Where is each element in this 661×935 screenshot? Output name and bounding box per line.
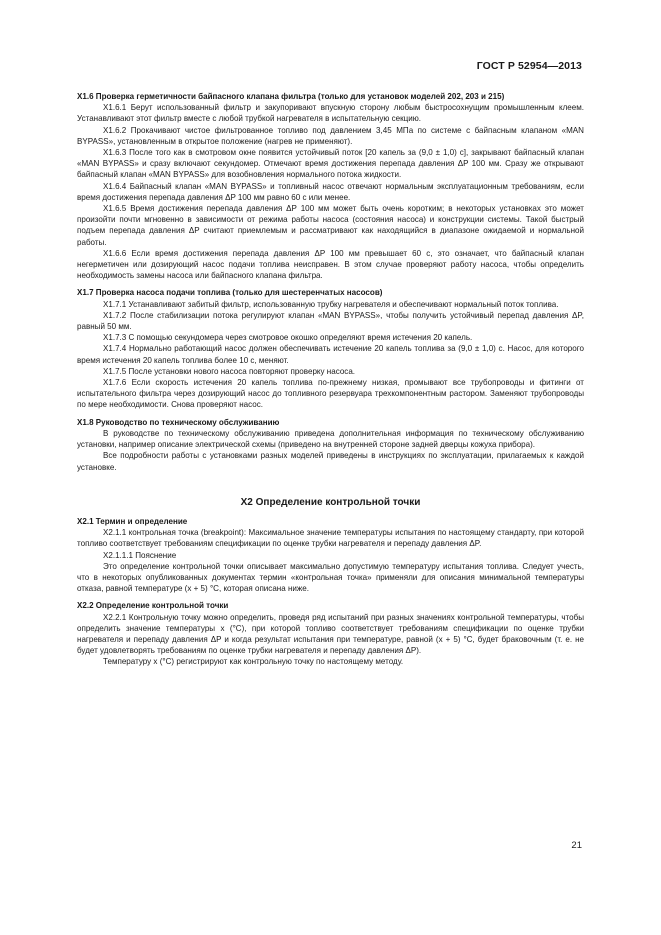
paragraph: X1.6.2 Прокачивают чистое фильтрованное топливо под давлением 3,45 МПа по системе с байпасным клапаном «MAN BYPASS», установленным в открытое положение (нагрев не применяют). <box>77 125 584 146</box>
spacer <box>77 508 584 516</box>
paragraph: X1.6.4 Байпасный клапан «MAN BYPASS» и топливный насос отвечают нормальным эксплуатационным требованиям, если время достижения перепада давления ΔP 100 мм равно 60 с или менее. <box>77 181 584 202</box>
document-header: ГОСТ Р 52954—2013 <box>476 60 582 72</box>
paragraph: X1.7.5 После установки нового насоса повторяют проверку насоса. <box>103 366 356 376</box>
paragraph: X1.7.6 Если скорость истечения 20 капель топлива по-прежнему низкая, промывают все трубопроводы и фитинги от испытательного фильтра через дозирующий насос до топливного резервуара трехкомпонентным растором. Заменяют трубопроводы по мере необходимости. Снова проверяют насос. <box>77 378 584 410</box>
paragraph: X2.2.1 Контрольную точку можно определить, проведя ряд испытаний при разных значениях контрольной температуры, чтобы определить значение температуры x (°C), при которой топливо соответствует требованиям спецификации по оценке трубки нагревателя и перепаду давления ΔP и когда результат испытания при температуре, равной (x + 5) °C, будет браковочным (т. е. не будет удовлетворять требованиям по оценке трубки нагревателя и перепаду давления ΔP). <box>77 612 584 656</box>
paragraph: X1.7.2 После стабилизации потока регулируют клапан «MAN BYPASS», чтобы получить устойчивый перепад давления ΔP, равный 50 мм. <box>77 310 584 332</box>
paragraph: В руководстве по техническому обслуживанию приведена дополнительная информация по техническому обслуживанию установки, например описание электрической схемы (приведено на внутренней стороне задней дверцы кожуха прибора). <box>77 428 584 450</box>
paragraph: X1.6.3 После того как в смотровом окне появится устойчивый поток [20 капель за (9,0 ± 1,0) с], закрывают байпасный клапан «MAN BYPASS» и сразу включают секундомер. Отмечают время достижения перепада давления ΔP 100 мм. Сразу же открывают байпасный клапан «MAN BYPASS» для возобновления нормального потока жидкости. <box>77 148 584 180</box>
subsection-heading: X2.2 Определение контрольной точки <box>77 601 229 611</box>
subsection-heading: X1.8 Руководство по техническому обслуживанию <box>77 417 280 427</box>
paragraph: Это определение контрольной точки описывает максимально допустимую температуру испытания топлива. Следует учесть, что в некоторых опубликованных документах термин «контрольная точка» применяли для описания минимальной температуры отказа, равной температуре (x + 5) °C, которая описана ниже. <box>77 561 584 594</box>
paragraph: X2.1.1.1 Пояснение <box>103 550 177 560</box>
section-heading: X2 Определение контрольной точки <box>240 496 421 508</box>
paragraph: X1.6.6 Если время достижения перепада давления ΔP 100 мм превышает 60 с, это означает, что байпасный клапан негерметичен или дозирующий насос подачи топлива неисправен. В этом случае проверяют работу насоса, чтобы определить необходимость замены насоса или байпасного клапана фильтра. <box>77 248 584 281</box>
paragraph: X2.1.1 контрольная точка (breakpoint): Максимальное значение температуры испытания по настоящему стандарту, при которой топливо соответствует требованиям спецификации по оценке трубки нагревателя и перепаду давления ΔP. <box>77 528 584 549</box>
subsection-heading: X2.1 Термин и определение <box>77 516 188 526</box>
paragraph: X1.7.3 С помощью секундомера через смотровое окошко определяют время истечения 20 капель. <box>103 333 473 343</box>
paragraph: Все подробности работы с установками разных моделей приведены в инструкциях по эксплуатации, прилагаемых к каждой установке. <box>77 451 584 472</box>
paragraph: X1.7.4 Нормально работающий насос должен обеспечивать истечение 20 капель топлива за (9,0 ± 1,0) с. Насос, для которого время истечения 20 капель топлива более 10 с, меняют. <box>77 344 584 365</box>
document-body <box>77 91 584 668</box>
subsection-heading: X1.7 Проверка насоса подачи топлива (только для шестеренчатых насосов) <box>77 288 383 298</box>
paragraph: X1.6.5 Время достижения перепада давления ΔP 100 мм может быть очень коротким; в некоторых установках это может произойти почти мгновенно в зависимости от режима работы насоса (состояния насоса) и конструкции системы. Такой быстрый подъем перепада давления ΔP считают приемлемым и рассматривают как находящийся в диапазоне ожидаемой и нормальной работы. <box>77 204 584 247</box>
page-number: 21 <box>571 840 582 851</box>
paragraph: X1.6.1 Берут использованный фильтр и закупоривают впускную сторону любым быстросохнущим промышленным клеем. Устанавливают этот фильтр вместе с любой трубкой нагревателя в испытательную секцию. <box>77 103 584 124</box>
paragraph: X1.7.1 Устанавливают забитый фильтр, использованную трубку нагревателя и обеспечивают нормальный поток топлива. <box>103 299 559 309</box>
paragraph: Температуру x (°C) регистрируют как контрольную точку по настоящему методу. <box>103 657 404 667</box>
spacer <box>77 473 584 497</box>
subsection-heading: X1.6 Проверка герметичности байпасного клапана фильтра (только для установок моделей 202, 203 и 215) <box>77 92 505 101</box>
